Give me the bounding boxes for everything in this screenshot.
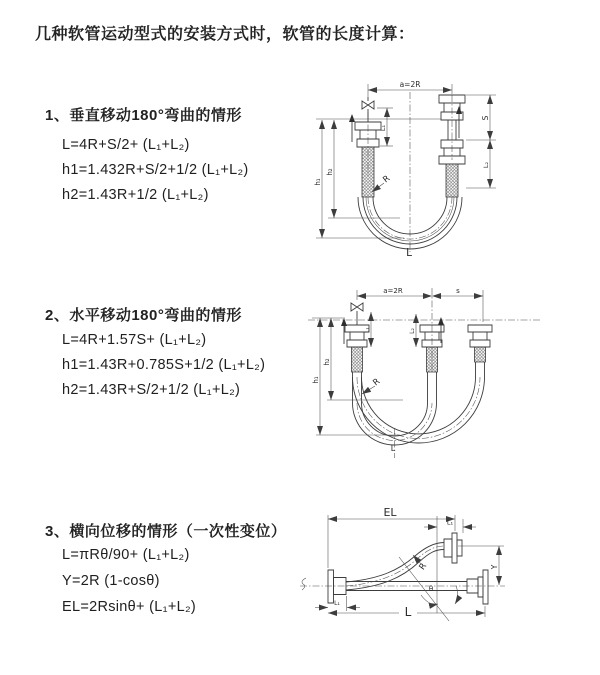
d2-radius-callout: [362, 377, 382, 394]
diagram-horizontal-bend: [305, 280, 600, 460]
d1-centerlines: [368, 92, 452, 252]
d2-h2-label: h₂: [323, 358, 331, 366]
d1-s-label: S: [481, 115, 490, 121]
d3-length-label: L: [404, 605, 412, 619]
section-2-heading: 2、水平移动180°弯曲的情形: [45, 307, 242, 324]
d2-valve-icon: [351, 303, 363, 325]
section-1-formula-l: L=4R+S/2+ (L₁+L₂): [62, 137, 190, 153]
diagram-vertical-bend: [310, 75, 600, 265]
d3-radius-callout: [413, 555, 429, 572]
section-2-formula-h2: h2=1.43R+S/2+1/2 (L₁+L₂): [62, 382, 241, 398]
d2-hose-curves: [353, 362, 485, 445]
d3-y-dimension: [458, 546, 504, 585]
d1-span-label: a=2R: [399, 80, 421, 89]
d2-span-label: a=2R: [383, 287, 403, 295]
d2-small-dimensions: [364, 312, 416, 347]
d2-l1-label: L₁: [364, 327, 371, 333]
d1-radius-callout: [372, 174, 392, 192]
d1-h2-label: h₂: [326, 168, 334, 176]
centerline-break-icon: [302, 578, 306, 590]
section-3-formula-l: L=πRθ/90+ (L₁+L₂): [62, 547, 190, 563]
d2-middle-pipe: [420, 325, 444, 372]
d2-l2-label: L₂: [409, 328, 416, 334]
d3-r-label: R: [417, 561, 430, 573]
d1-r-label: R: [381, 173, 393, 186]
d2-left-dimensions: [312, 318, 403, 435]
d3-centerline: [300, 578, 505, 590]
d1-movement-arrows: [349, 106, 462, 142]
d2-length-label: L: [390, 444, 396, 453]
section-3-formula-y: Y=2R (1-cosθ): [62, 573, 160, 589]
section-1-heading: 1、垂直移动180°弯曲的情形: [45, 107, 242, 124]
d1-length-label: L: [406, 247, 412, 259]
section-3-heading: 3、横向位移的情形（一次性变位）: [45, 523, 287, 540]
d1-right-dimensions: [466, 95, 496, 188]
section-1-formula-h1: h1=1.432R+S/2+1/2 (L₁+L₂): [62, 162, 249, 178]
d2-top-dimension: [357, 287, 483, 322]
d1-valve-icon: [362, 97, 374, 122]
d3-l1-bottom-dimension: [315, 596, 360, 611]
d3-el-dimension: [328, 506, 455, 568]
section-2-formula-l: L=4R+1.57S+ (L₁+L₂): [62, 332, 207, 348]
d1-l2-label: L₂: [482, 161, 490, 169]
d2-s-label: s: [456, 287, 460, 295]
d3-el-label: EL: [383, 506, 397, 519]
d2-right-pipe: [468, 325, 492, 362]
d3-y-label: Y: [490, 564, 499, 570]
d2-h1-label: h₁: [312, 376, 320, 384]
d3-l-dimension: [328, 604, 485, 619]
d1-left-pipe: [355, 122, 381, 197]
page-title: 几种软管运动型式的安装方式时，软管的长度计算：: [35, 26, 415, 43]
d3-l1-top-label: L₁: [446, 518, 454, 527]
d3-theta-angle: [421, 585, 458, 604]
diagram-lateral-displacement: [295, 500, 600, 670]
section-3-formula-el: EL=2Rsinθ+ (L₁+L₂): [62, 599, 197, 615]
d3-l1-top-dimension: [424, 519, 476, 534]
d3-theta-label: θ: [428, 585, 434, 593]
section-2-formula-h1: h1=1.43R+0.785S+1/2 (L₁+L₂): [62, 357, 266, 373]
d1-h1-label: h₁: [314, 178, 322, 186]
section-1-formula-h2: h2=1.43R+1/2 (L₁+L₂): [62, 187, 209, 203]
d3-left-flange: [328, 570, 346, 603]
d3-l1-bottom-label: L₁: [334, 600, 340, 607]
d2-r-label: R: [371, 376, 383, 389]
d1-l1-label: L₁: [379, 124, 387, 132]
d1-left-dimensions: [314, 119, 441, 238]
